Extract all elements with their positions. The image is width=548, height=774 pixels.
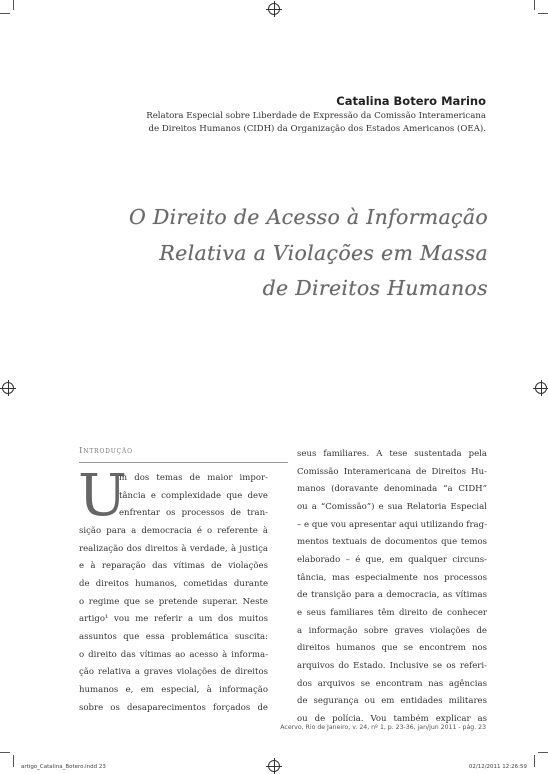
slug-filename: artigo_Catalina_Botero.indd 23 [21,764,106,770]
crop-mark [538,13,548,14]
text-line: e seus familiares têm direito de conhecer [297,607,487,618]
text-line: de segurança ou em entidades militares [297,696,487,707]
text-line: ou a “Comissão”) e sua Relatoria Especial [297,501,487,512]
text-line: tância, mas especialmente nos processos [297,572,487,583]
drop-cap: U [78,461,127,529]
text-line: enfrentar os processos de tran- [119,508,268,519]
slug-timestamp: 02/12/2011 12:26:59 [468,764,527,770]
article-title-line: Relativa a Violações em Massa [159,241,488,265]
text-line: de transição para a democracia, as vítimas [297,590,487,601]
text-line: manos (doravante denominada “a CIDH” [297,484,487,495]
section-heading: Introdução [79,446,133,456]
registration-mark-bottom [268,760,280,772]
text-line: m dos temas de maior impor- [119,473,268,483]
text-line: realização dos direitos à verdade, à justiça [79,543,268,554]
crop-mark [538,752,548,753]
text-line: seus familiares. A tese sustentada pela [297,449,487,459]
text-line: e à reparação das vítimas de violações [79,561,268,572]
text-line: humanos e, em especial, à informação [79,684,268,695]
text-line: mentos textuais de documentos que temos [297,537,487,548]
page-footer: Acervo, Rio de Janeiro, v. 24, nº 1, p. 23-36, jan/jun 2011 - pág. 23 [280,724,486,731]
left-column [79,470,268,717]
text-line: Comissão Interamericana de Direitos Hu- [297,466,487,477]
crop-mark [534,755,535,767]
text-line: elaborado – é que, em qualquer circuns- [297,554,487,565]
text-line: direitos humanos que se encontrem nos [297,643,487,654]
text-line: dos arquivos se encontram nas agências [297,678,487,689]
crop-mark [0,13,10,14]
text-line: assuntos que essa problemática suscita: [79,631,268,642]
text-line: a informação sobre graves violações de [297,625,487,636]
crop-mark [0,752,10,753]
registration-mark-left [2,382,14,394]
text-line: arquivos do Estado. Inclusive se os referi- [297,660,487,671]
text-line: tância e complexidade que deve [119,490,268,501]
text-line: o regime que se pretende superar. Neste [79,596,268,607]
crop-mark [13,755,14,767]
author-name: Catalina Botero Marino [336,94,486,108]
affiliation-line: de Direitos Humanos (CIDH) da Organização dos Estados Americanos (OEA). [148,124,486,134]
right-column [297,446,487,729]
registration-mark-right [535,382,547,394]
text-line: sobre os desaparecimentos forçados de [79,702,268,713]
text-line: o direito das vítimas ao acesso à informa- [79,649,268,660]
text-line: artigo¹ vou me referir a um dos muitos [79,614,268,625]
text-line: de direitos humanos, cometidas durante [79,578,268,589]
text-line: – e que vou apresentar aqui utilizando frag- [297,519,487,530]
article-title-line: O Direito de Acesso à Informação [128,205,488,229]
affiliation-line: Relatora Especial sobre Liberdade de Expressão da Comissão Interamericana [146,111,486,121]
article-title-line: de Direitos Humanos [262,276,488,300]
text-line: sição para a democracia é o referente à [79,525,268,536]
registration-mark-top [268,3,280,15]
text-line: ção relativa a graves violações de direitos [79,667,268,678]
text-line: ou de polícia. Vou também explicar as [297,713,487,724]
crop-mark [13,0,14,10]
crop-mark [534,0,535,10]
